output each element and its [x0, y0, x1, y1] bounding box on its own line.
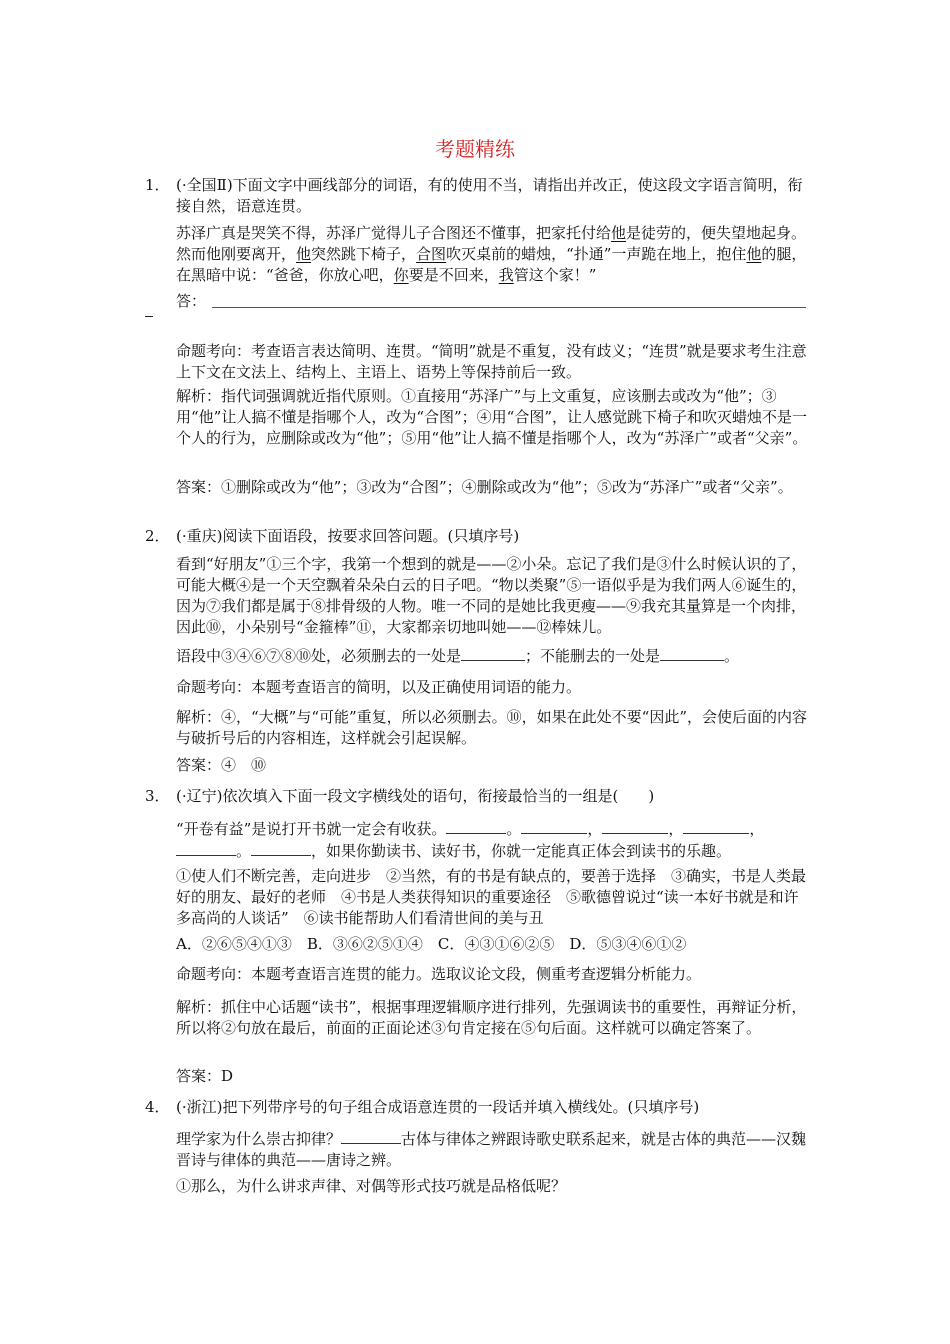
- passage-text: 突然跳下椅子，: [311, 245, 417, 263]
- question-1-text: (·全国Ⅱ)下面文字中画线部分的词语，有的使用不当，请指出并改正，使这段文字语言简明，衔接自然，语意连贯。: [176, 176, 803, 215]
- answer-line: [212, 307, 806, 308]
- answer-line-tail: [145, 316, 153, 317]
- passage-text: ，如果你勤读书、读好书，你就一定能真正体会到读书的乐趣。: [311, 842, 732, 860]
- underlined-word-6: 我: [498, 266, 514, 284]
- question-4-text: (·浙江)把下列带序号的句子组合成语意连贯的一段话并填入横线处。(只填序号): [176, 1098, 700, 1116]
- question-2-passage: 看到“好朋友”①三个字，我第一个想到的就是——②小朵。忘记了我们是③什么时候认识的了，可能大概④是一个天空飘着朵朵白云的日子吧。“物以类聚”⑤一语似乎是为我们两人⑥诞生的，因为⑦我们都是属于⑧排骨级的人物。唯一不同的是她比我更瘦——⑨我充其量算是一个肉排，因此⑩，小朵别号“金箍棒”⑪，大家都亲切地叫她——⑫棒妹儿。: [176, 555, 807, 636]
- passage-text: 是徒劳的，便失望地起身。然而他刚要离开，: [176, 224, 807, 263]
- fill-blank-1[interactable]: [461, 645, 525, 661]
- answer-label: 答：: [176, 292, 207, 310]
- passage-text: 理学家为什么崇古抑律？: [176, 1130, 342, 1148]
- question-1-focus: 命题考向：考查语言表达简明、连贯。“简明”就是不重复，没有歧义；“连贯”就是要求考生注意上下文在文法上、结构上、主语上、语势上等保持前后一致。: [176, 342, 807, 381]
- question-1-analysis: 解析：指代词强调就近指代原则。①直接用“苏泽广”与上文重复，应该删去或改为“他”；③用“他”让人搞不懂是指哪个人，改为“合图”；④用“合图”，让人感觉跳下椅子和吹灭蜡烛不是一个人的行为，应删除或改为“他”；⑤用“他”让人搞不懂是指哪个人，改为“苏泽广”或者“父亲”。: [176, 387, 808, 447]
- fill-blank-4[interactable]: [683, 818, 749, 834]
- fill-blank-2[interactable]: [521, 818, 587, 834]
- question-3-passage: [176, 818, 812, 862]
- question-2-stem: [145, 526, 812, 547]
- question-2-number: 2．: [145, 527, 170, 545]
- question-4-passage: [176, 1128, 812, 1171]
- underlined-word-2: 他: [296, 245, 312, 263]
- underlined-word-1: 他: [611, 224, 627, 242]
- underlined-word-3: 合图: [416, 245, 447, 263]
- question-4-stem: [145, 1097, 812, 1118]
- passage-text: 古体与律体之辨跟诗歌史联系起来，就是古体的典范——汉魏晋诗与律体的典范——唐诗之辨。: [176, 1130, 807, 1169]
- fill-blank-3[interactable]: [602, 818, 668, 834]
- question-3-stem: [145, 786, 812, 807]
- question-2-question: [176, 645, 812, 667]
- punctuation: ，: [587, 820, 603, 838]
- question-text: 语段中③④⑥⑦⑧⑩处，必须删去的一处是: [176, 647, 462, 665]
- passage-text: 吹灭桌前的蜡烛，“扑通”一声跪在地上，抱住: [446, 245, 747, 263]
- question-2-text: (·重庆)阅读下面语段，按要求回答问题。(只填序号): [176, 527, 520, 545]
- question-2-answer: 答案：④ ⑩: [176, 756, 267, 774]
- passage-text: “开卷有益”是说打开书就一定会有收获。: [176, 820, 447, 838]
- question-3-choices: A．②⑥⑤④①③ B．③⑥②⑤①④ C．④③①⑥②⑤ D．⑤③④⑥①②: [176, 935, 687, 953]
- fill-blank-6[interactable]: [251, 840, 311, 856]
- fill-blank-2[interactable]: [660, 645, 724, 661]
- punctuation: ，: [668, 820, 684, 838]
- question-text: 。: [724, 647, 740, 665]
- question-4-number: 4．: [145, 1098, 170, 1116]
- question-1-number: 1．: [145, 176, 170, 194]
- fill-blank-5[interactable]: [176, 840, 236, 856]
- question-3-number: 3．: [145, 787, 170, 805]
- underlined-word-4: 他: [746, 245, 762, 263]
- punctuation: ，: [749, 820, 765, 838]
- question-4-item-1: ①那么，为什么讲求声律、对偶等形式技巧就是品格低呢？: [176, 1177, 567, 1195]
- question-2-analysis: 解析：④，“大概”与“可能”重复，所以必须删去。⑩，如果在此处不要“因此”，会使后面的内容与破折号后的内容相连，这样就会引起误解。: [176, 708, 808, 747]
- page-title: 考题精练: [435, 137, 515, 161]
- question-3-focus: 命题考向：本题考查语言连贯的能力。选取议论文段，侧重考查逻辑分析能力。: [176, 965, 702, 983]
- underlined-word-5: 你: [393, 266, 409, 284]
- question-3-answer: 答案：D: [176, 1067, 234, 1085]
- question-3-text: (·辽宁)依次填入下面一段文字横线处的语句，衔接最恰当的一组是( ): [176, 787, 655, 805]
- question-1-passage: [176, 223, 812, 286]
- question-3-options: ①使人们不断完善，走向进步 ②当然，有的书是有缺点的，要善于选择 ③确实，书是人类最好的朋友、最好的老师 ④书是人类获得知识的重要途径 ⑤歌德曾说过“读一本好书就是和许多高尚的人谈话” ⑥读书能帮助人们看清世间的美与丑: [176, 867, 807, 927]
- passage-text: 管这个家！”: [513, 266, 597, 284]
- question-3-analysis: 解析：抓住中心话题“读书”，根据事理逻辑顺序进行排列，先强调读书的重要性，再辩证分析，所以将②句放在最后，前面的正面论述③句肯定接在⑤句后面。这样就可以确定答案了。: [176, 998, 807, 1037]
- passage-text: 的腿，在黑暗中说：“爸爸，你放心吧，: [176, 245, 807, 284]
- punctuation: 。: [236, 842, 252, 860]
- punctuation: 。: [506, 820, 522, 838]
- passage-text: 要是不回来，: [408, 266, 499, 284]
- fill-blank-1[interactable]: [446, 818, 506, 834]
- question-text: ；不能删去的一处是: [525, 647, 661, 665]
- fill-blank-1[interactable]: [341, 1128, 401, 1144]
- passage-text: 苏泽广真是哭笑不得，苏泽广觉得儿子合图还不懂事，把家托付给: [176, 224, 612, 242]
- question-1-answer: 答案：①删除或改为“他”；③改为“合图”；④删除或改为“他”；⑤改为“苏泽广”或者“父亲”。: [176, 478, 793, 496]
- question-2-focus: 命题考向：本题考查语言的简明，以及正确使用词语的能力。: [176, 678, 582, 696]
- question-1-stem: [145, 175, 812, 217]
